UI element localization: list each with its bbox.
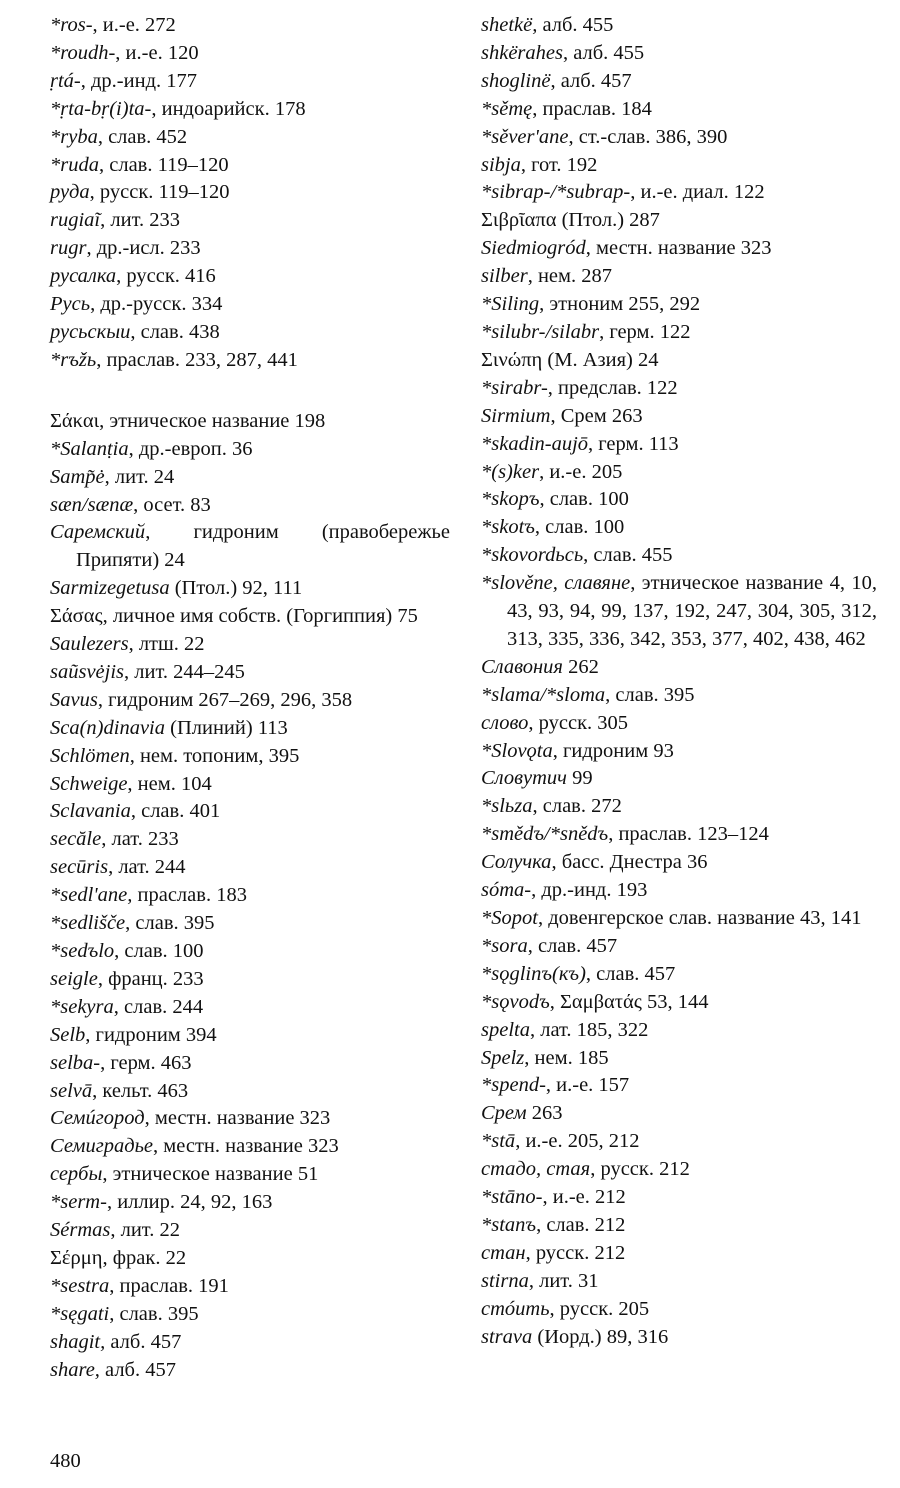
entry-headword: *ṛta-bṛ(i)ta-: [50, 97, 152, 120]
index-entry: [50, 603, 450, 631]
index-entry: [50, 1078, 450, 1106]
entry-headword: *sedъlo: [50, 940, 115, 962]
entry-reference: , нем. 287: [527, 265, 612, 288]
entry-reference: , слав. 395: [125, 912, 215, 935]
entry-headword: stirna: [481, 1269, 529, 1292]
index-entry: [481, 1240, 877, 1268]
entry-reference: , слав. 212: [536, 1213, 626, 1236]
entry-reference: , иллир. 24, 92, 163: [106, 1191, 273, 1214]
entry-headword: Sirmium: [481, 404, 551, 427]
entry-headword: sóma-: [481, 879, 532, 902]
index-entry: [50, 1133, 450, 1161]
entry-reference: , довенгерское слав. название 43, 141: [537, 907, 862, 929]
entry-reference: Σέρμη, фрак. 22: [50, 1246, 187, 1269]
index-entry: [481, 235, 877, 263]
entry-reference: , праслав. 123–124: [608, 823, 769, 846]
entry-reference: , и.-е. 272: [92, 14, 176, 36]
entry-headword: *Salanṭia: [50, 437, 129, 460]
entry-headword: Саремский: [50, 521, 146, 544]
entry-reference: , слав. 272: [532, 795, 622, 818]
entry-reference: 99: [566, 767, 593, 790]
entry-headword: share,: [50, 1358, 100, 1381]
entry-headword: Sarmizegetusa: [50, 577, 170, 600]
entry-headword: *Slovǫta: [481, 739, 553, 762]
entry-headword: руда: [50, 181, 90, 204]
index-entry: [50, 68, 450, 96]
entry-reference: , слав. 401: [130, 800, 221, 823]
index-entry: [481, 1184, 877, 1212]
entry-reference: , индоарийск. 178: [151, 97, 306, 120]
entry-headword: *silubr-/silabr: [481, 320, 600, 343]
index-entry: [481, 486, 877, 514]
index-entry: [50, 464, 450, 492]
entry-reference: , этническое название 51: [102, 1163, 319, 1186]
index-entry: [481, 654, 877, 682]
index-entry: [481, 96, 877, 124]
entry-headword: *slьza: [481, 795, 533, 818]
entry-reference: , Срем 263: [550, 404, 643, 427]
entry-reference: , др.-инд. 193: [531, 879, 648, 902]
entry-headword: *sęgati: [50, 1302, 110, 1325]
entry-headword: Samp̃ė: [50, 465, 105, 488]
index-entry: [50, 492, 450, 520]
entry-reference: Σιβρῖαπα (Птол.) 287: [481, 209, 660, 232]
index-entry: [481, 710, 877, 738]
entry-headword: Славония: [481, 655, 563, 678]
entry-reference: , др.-европ. 36: [128, 437, 253, 460]
index-entry: [481, 179, 877, 207]
entry-headword: Солучка: [481, 851, 552, 874]
entry-reference: , лтш. 22: [128, 633, 205, 656]
entry-reference: праслав. 183: [132, 884, 247, 907]
entry-reference: , и.-е. 205, 212: [515, 1130, 640, 1153]
entry-headword: *sǫvodъ: [481, 990, 550, 1013]
entry-reference: , лит. 24: [104, 465, 175, 488]
entry-headword: сербы: [50, 1163, 103, 1186]
entry-headword: русьскыи: [50, 320, 131, 343]
entry-headword: *smědъ/*snědъ: [481, 823, 609, 846]
entry-headword: *sěver'ane: [481, 125, 569, 148]
index-entry: [50, 96, 450, 124]
entry-headword: *ros-: [50, 14, 93, 36]
index-entry: [50, 1022, 450, 1050]
entry-headword: Семиградье: [50, 1135, 154, 1158]
entry-reference: алб. 457: [99, 1358, 176, 1381]
entry-headword: *stāno-: [481, 1186, 543, 1209]
entry-headword: *stanъ: [481, 1213, 537, 1236]
entry-headword: *skopъ: [481, 488, 540, 511]
entry-reference: , местн. название 323: [153, 1135, 339, 1158]
entry-reference: , осет. 83: [133, 493, 211, 516]
entry-reference: Σάκαι, этническое название 198: [50, 409, 326, 432]
index-entry: [481, 542, 877, 570]
index-entry: [50, 12, 450, 40]
index-entry: [50, 631, 450, 659]
entry-reference: , русск. 119–120: [89, 181, 230, 204]
entry-reference: , гидроним 93: [552, 739, 674, 762]
entry-reference: , слав. 100: [534, 516, 625, 539]
entry-headword: *sibrap-/*subrap-: [481, 181, 631, 204]
entry-headword: *roudh-: [50, 41, 116, 64]
entry-headword: *sestra: [50, 1274, 110, 1297]
entry-headword: ṛtá-: [50, 69, 81, 92]
entry-headword: *Sopot: [481, 907, 538, 929]
index-entry: [50, 179, 450, 207]
entry-reference: , русск. 205: [549, 1297, 650, 1320]
entry-reference: , лит. 233: [100, 209, 180, 232]
index-entry: [50, 436, 450, 464]
entry-reference: , лат. 244: [108, 856, 186, 879]
index-entry: [481, 933, 877, 961]
entry-reference: , слав. 119–120: [98, 153, 229, 176]
entry-reference: , Σαμβατάς 53, 144: [549, 990, 709, 1013]
entry-reference: алб. 455: [537, 14, 614, 36]
entry-reference: , предслав. 122: [547, 376, 678, 399]
index-entry: [50, 1105, 450, 1133]
entry-reference: , слав. 438: [130, 320, 220, 343]
index-column-left: [50, 12, 450, 1385]
index-entry: [481, 793, 877, 821]
entry-reference: , нем. 185: [524, 1046, 609, 1069]
entry-reference: , слав. 452: [97, 125, 188, 148]
index-entry: [481, 403, 877, 431]
index-entry: [50, 1301, 450, 1329]
entry-reference: , герм. 463: [100, 1051, 192, 1074]
entry-headword: Sclavania: [50, 800, 131, 823]
entry-headword: shoglinë: [481, 69, 551, 92]
entry-headword: *sedl'ane,: [50, 884, 133, 907]
entry-headword: *spend-: [481, 1074, 546, 1097]
entry-headword: rugr: [50, 237, 87, 260]
entry-reference: , слав. 100: [114, 940, 204, 962]
entry-headword: Словутич: [481, 767, 567, 790]
index-entry: [481, 961, 877, 989]
index-entry: [481, 570, 877, 654]
index-entry: [50, 575, 450, 603]
entry-reference: , и.-е. 120: [115, 41, 199, 64]
index-entry: [481, 989, 877, 1017]
entry-headword: selvā: [50, 1079, 93, 1102]
entry-headword: strava: [481, 1325, 533, 1348]
index-entry: [481, 738, 877, 766]
entry-headword: Sca(n)dinavia: [50, 716, 165, 739]
entry-reference: , слав. 455: [583, 544, 673, 567]
entry-headword: Русь: [50, 293, 91, 316]
entry-reference: , кельт. 463: [92, 1079, 189, 1102]
entry-reference: алб. 457: [105, 1330, 182, 1353]
index-entry: [50, 1050, 450, 1078]
index-entry: [50, 207, 450, 235]
entry-headword: Selb: [50, 1023, 86, 1046]
index-entry: [50, 994, 450, 1022]
index-entry: [481, 682, 877, 710]
entry-headword: shagit,: [50, 1330, 106, 1353]
entry-reference: , русск. 305: [528, 711, 629, 734]
index-entry: [50, 40, 450, 68]
entry-reference: , герм. 113: [588, 432, 679, 455]
index-entry: [481, 459, 877, 487]
index-entry: [481, 514, 877, 542]
entry-reference: , алб. 455: [562, 41, 645, 64]
index-entry: [481, 1296, 877, 1324]
index-entry: [481, 765, 877, 793]
entry-headword: rugiaĩ: [50, 209, 101, 232]
entry-headword: слово: [481, 711, 529, 734]
index-entry: [50, 1329, 450, 1357]
index-entry: [50, 1161, 450, 1189]
index-entry: [481, 68, 877, 96]
entry-reference: , русск. 212: [590, 1158, 690, 1181]
index-entry: [481, 347, 877, 375]
entry-headword: *stā: [481, 1130, 516, 1153]
entry-reference: , герм. 122: [599, 320, 691, 343]
entry-headword: *sǫglinъ(къ): [481, 962, 586, 985]
entry-headword: saũsvėjis: [50, 660, 125, 683]
entry-headword: secăle: [50, 828, 102, 851]
index-entry: [50, 1217, 450, 1245]
index-entry: [481, 1128, 877, 1156]
entry-headword: Sérmas: [50, 1219, 111, 1242]
entry-reference: , русск. 416: [116, 265, 216, 288]
index-entry: [50, 910, 450, 938]
index-group-r: [50, 12, 450, 375]
entry-headword: Семúгород: [50, 1107, 145, 1130]
entry-headword: shetkë,: [481, 14, 538, 36]
entry-reference: 262: [562, 655, 599, 678]
entry-reference: , др.-инд. 177: [80, 69, 198, 92]
entry-headword: *ryba: [50, 125, 98, 148]
entry-reference: , праслав. 184: [532, 97, 652, 120]
index-entry: [481, 40, 877, 68]
entry-headword: *sora: [481, 934, 528, 957]
entry-headword: *rъžь: [50, 348, 97, 371]
entry-reference: , др.-исл. 233: [86, 237, 201, 260]
entry-headword: shkërahes: [481, 41, 563, 64]
index-entry: [50, 854, 450, 882]
index-entry: [481, 1100, 877, 1128]
index-entry: [481, 12, 877, 40]
entry-reference: , и.-е. 157: [545, 1074, 630, 1097]
index-entry: [50, 291, 450, 319]
entry-reference: , нем. 104: [127, 772, 212, 795]
index-entry: [50, 659, 450, 687]
entry-headword: spelta: [481, 1018, 530, 1041]
entry-headword: Schlömen: [50, 744, 130, 767]
entry-headword: *skadin-aujō: [481, 432, 589, 455]
entry-reference: , местн. название 323: [585, 237, 772, 260]
entry-headword: *Siling: [481, 293, 540, 316]
index-entry: [481, 1324, 877, 1352]
entry-headword: Срем: [481, 1102, 527, 1125]
index-entry: [481, 821, 877, 849]
entry-headword: *ruda: [50, 153, 99, 176]
index-entry: [481, 431, 877, 459]
entry-headword: Spelz: [481, 1046, 525, 1069]
index-column-right: [481, 12, 877, 1352]
entry-headword: *serm-: [50, 1191, 107, 1214]
index-entry: [50, 235, 450, 263]
entry-reference: , слав. 100: [539, 488, 629, 511]
entry-reference: , лит. 244–245: [124, 660, 245, 683]
index-entry: [481, 849, 877, 877]
group-separator: [50, 375, 450, 408]
index-entry: [50, 1245, 450, 1273]
index-entry: [50, 1189, 450, 1217]
index-entry: [50, 519, 450, 575]
entry-reference: , слав. 395: [605, 683, 695, 706]
entry-reference: (Иорд.) 89, 316: [532, 1325, 669, 1348]
entry-reference: , этноним 255, 292: [539, 293, 701, 316]
index-entry: [50, 319, 450, 347]
index-group-s: [50, 408, 450, 1385]
index-entry: [481, 291, 877, 319]
entry-reference: , и.-е. 212: [542, 1186, 626, 1209]
entry-headword: silber: [481, 265, 528, 288]
entry-headword: *sirabr-: [481, 376, 548, 399]
index-group-s-continued: [481, 12, 877, 1352]
entry-reference: , др.-русск. 334: [90, 293, 223, 316]
index-entry: [481, 1017, 877, 1045]
entry-reference: , гот. 192: [520, 153, 598, 176]
entry-reference: , русск. 212: [525, 1241, 626, 1264]
entry-headword: *skotъ: [481, 516, 535, 539]
page-number: 480: [50, 1450, 81, 1472]
entry-headword: selba-: [50, 1051, 101, 1074]
index-entry: [50, 938, 450, 966]
index-entry: [481, 1156, 877, 1184]
index-entry: [50, 882, 450, 910]
index-entry: [50, 771, 450, 799]
index-entry: [481, 263, 877, 291]
entry-headword: русалка: [50, 265, 117, 288]
entry-reference: , басс. Днестра 36: [551, 851, 708, 874]
index-entry: [481, 152, 877, 180]
entry-reference: , слав. 244: [113, 995, 204, 1018]
entry-reference: , слав. 395: [109, 1302, 199, 1325]
index-entry: [481, 1268, 877, 1296]
entry-headword: Schweige: [50, 772, 128, 795]
entry-reference: , этническое название 4, 10, 43, 93, 94, 99, 137, 192, 247, 304, 305, 312, 313, 335, 336, 342, 353, 377, 402, 438, 462: [507, 572, 877, 650]
index-entry: [50, 715, 450, 743]
entry-reference: , праслав. 191: [109, 1274, 229, 1297]
index-entry: [481, 124, 877, 152]
index-entry: [481, 207, 877, 235]
index-entry: [481, 375, 877, 403]
index-entry: [50, 966, 450, 994]
index-entry: [481, 1045, 877, 1073]
entry-headword: *slověne, славяне: [481, 572, 631, 595]
entry-reference: , лат. 185, 322: [529, 1018, 649, 1041]
index-entry: [481, 319, 877, 347]
entry-headword: sibja: [481, 153, 521, 176]
entry-headword: secūris: [50, 856, 109, 879]
entry-reference: Σινώπη (М. Азия) 24: [481, 348, 659, 371]
entry-reference: , и.-е. 205: [539, 460, 623, 483]
index-entry: [481, 1212, 877, 1240]
index-entry: [50, 687, 450, 715]
entry-headword: Siedmiogród: [481, 237, 586, 260]
entry-reference: , лит. 31: [528, 1269, 599, 1292]
entry-reference: , франц. 233: [97, 967, 204, 990]
entry-headword: *(s)ker: [481, 460, 540, 483]
entry-headword: sæn/sænæ: [50, 493, 134, 516]
entry-headword: seigle: [50, 967, 98, 990]
entry-headword: Savus: [50, 688, 98, 711]
entry-reference: Σάσας, личное имя собств. (Горгиппия) 75: [50, 605, 418, 628]
index-entry: [50, 826, 450, 854]
entry-reference: , и.-е. диал. 122: [630, 181, 765, 204]
entry-headword: *skovordьсь: [481, 544, 584, 567]
entry-reference: (Плиний) 113: [165, 716, 288, 739]
entry-reference: , гидроним (правобережье Припяти) 24: [76, 521, 450, 572]
index-entry: [50, 408, 450, 436]
entry-reference: , гидроним 267–269, 296, 358: [97, 688, 353, 711]
entry-reference: , местн. название 323: [144, 1107, 331, 1130]
index-entry: [50, 124, 450, 152]
entry-headword: стадо, стая: [481, 1158, 591, 1181]
entry-headword: стóить: [481, 1297, 550, 1320]
index-entry: [50, 1357, 450, 1385]
index-entry: [481, 1072, 877, 1100]
entry-reference: , ст.-слав. 386, 390: [568, 125, 728, 148]
entry-headword: Saulezers: [50, 633, 129, 656]
index-entry: [50, 1273, 450, 1301]
entry-reference: , алб. 457: [550, 69, 632, 92]
index-entry: [50, 152, 450, 180]
entry-reference: (Птол.) 92, 111: [169, 577, 303, 600]
entry-headword: *sěmę: [481, 97, 533, 120]
entry-reference: , нем. топоним, 395: [129, 744, 300, 767]
entry-reference: , лат. 233: [101, 828, 179, 851]
index-entry: [481, 877, 877, 905]
entry-headword: *slama/*sloma: [481, 683, 606, 706]
entry-reference: , слав. 457: [527, 934, 618, 957]
entry-headword: стан: [481, 1241, 526, 1264]
index-entry: [481, 905, 877, 933]
entry-reference: , гидроним 394: [85, 1023, 217, 1046]
entry-reference: 263: [526, 1102, 563, 1125]
entry-headword: *sedlišče: [50, 912, 126, 935]
index-entry: [50, 347, 450, 375]
entry-reference: , праслав. 233, 287, 441: [96, 348, 298, 371]
index-entry: [50, 798, 450, 826]
entry-headword: *sekyra: [50, 995, 114, 1018]
index-entry: [50, 263, 450, 291]
entry-reference: , слав. 457: [585, 962, 676, 985]
entry-reference: , лит. 22: [110, 1219, 180, 1242]
index-entry: [50, 743, 450, 771]
